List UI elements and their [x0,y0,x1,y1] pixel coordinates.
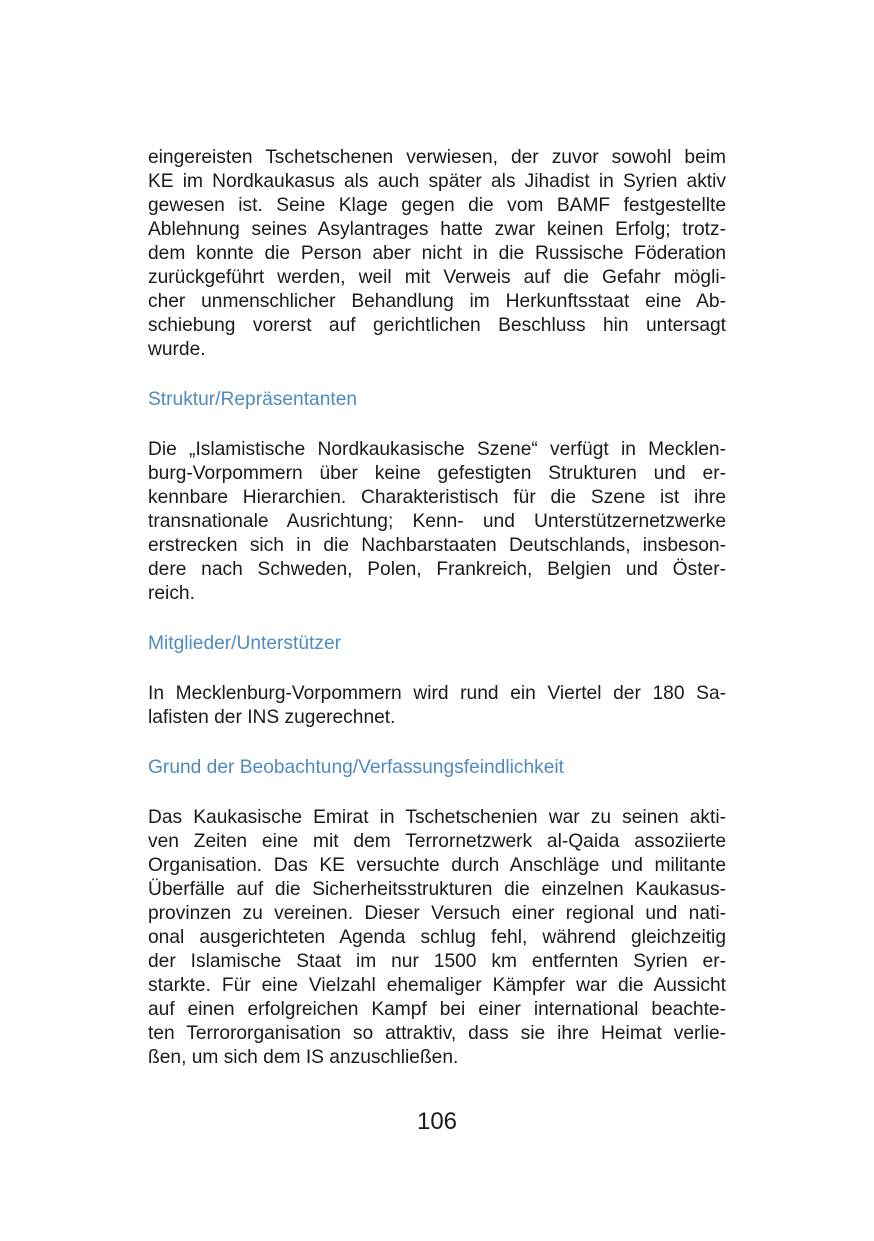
text-line: Das Kaukasische Emirat in Tschetschenien war zu seinen akti- [148,807,726,828]
text-line: KE im Nordkaukasus als auch später als Jihadist in Syrien aktiv [148,171,726,192]
text-line: ten Terrororganisation so attraktiv, dass sie ihre Heimat verlie- [148,1023,726,1044]
spacer [148,362,726,388]
text-line: ven Zeiten eine mit dem Terrornetzwerk al-Qaida assoziierte [148,831,726,852]
text-line: ßen, um sich dem IS anzuschließen. [148,1047,459,1068]
text-line: transnationale Ausrichtung; Kenn- und Unterstützernetzwerke [148,511,726,532]
spacer [148,606,726,632]
text-line: Organisation. Das KE versuchte durch Anschläge und militante [148,855,726,876]
paragraph-body-2 [148,438,726,606]
page-number: 106 [416,1108,458,1135]
text-line: wurde. [148,339,206,360]
section-heading-reason: Grund der Beobachtung/Verfassungsfeindlichkeit [148,757,564,778]
spacer [148,412,726,438]
text-line: dem konnte die Person aber nicht in die Russische Föderation [148,243,726,264]
section-heading-structure: Struktur/Repräsentanten [148,389,358,410]
text-line: zurückgeführt werden, weil mit Verweis auf die Gefahr mögli- [148,267,726,288]
text-line: provinzen zu vereinen. Dieser Versuch einer regional und nati- [148,903,726,924]
text-line: reich. [148,583,195,604]
text-line: Die „Islamistische Nordkaukasische Szene“ verfügt in Mecklen- [148,439,726,460]
text-line: gewesen ist. Seine Klage gegen die vom BAMF festgestellte [148,195,726,216]
text-line: dere nach Schweden, Polen, Frankreich, Belgien und Öster- [148,559,726,580]
text-line: der Islamische Staat im nur 1500 km entfernten Syrien er- [148,951,726,972]
paragraph-body-3 [148,682,726,730]
text-line: schiebung vorerst auf gerichtlichen Beschluss hin untersagt [148,315,726,336]
spacer [148,656,726,682]
text-line: onal ausgerichteten Agenda schlug fehl, während gleichzeitig [148,927,726,948]
paragraph-body-1 [148,146,726,362]
page-content [148,146,726,1070]
section-heading-members: Mitglieder/Unterstützer [148,633,342,654]
text-line: auf einen erfolgreichen Kampf bei einer international beachte- [148,999,726,1020]
text-line: starkte. Für eine Vielzahl ehemaliger Kämpfer war die Aussicht [148,975,726,996]
text-line: Ablehnung seines Asylantrages hatte zwar keinen Erfolg; trotz- [148,219,726,240]
text-line: erstrecken sich in die Nachbarstaaten Deutschlands, insbeson- [148,535,726,556]
text-line: burg-Vorpommern über keine gefestigten Strukturen und er- [148,463,726,484]
paragraph-body-4 [148,806,726,1070]
text-line: cher unmenschlicher Behandlung im Herkunftsstaat eine Ab- [148,291,726,312]
spacer [148,730,726,756]
text-line: eingereisten Tschetschenen verwiesen, der zuvor sowohl beim [148,147,726,168]
text-line: In Mecklenburg-Vorpommern wird rund ein Viertel der 180 Sa- [148,683,726,704]
text-line: lafisten der INS zugerechnet. [148,707,396,728]
text-line: Überfälle auf die Sicherheitsstrukturen die einzelnen Kaukasus- [148,879,726,900]
spacer [148,780,726,806]
text-line: kennbare Hierarchien. Charakteristisch für die Szene ist ihre [148,487,726,508]
